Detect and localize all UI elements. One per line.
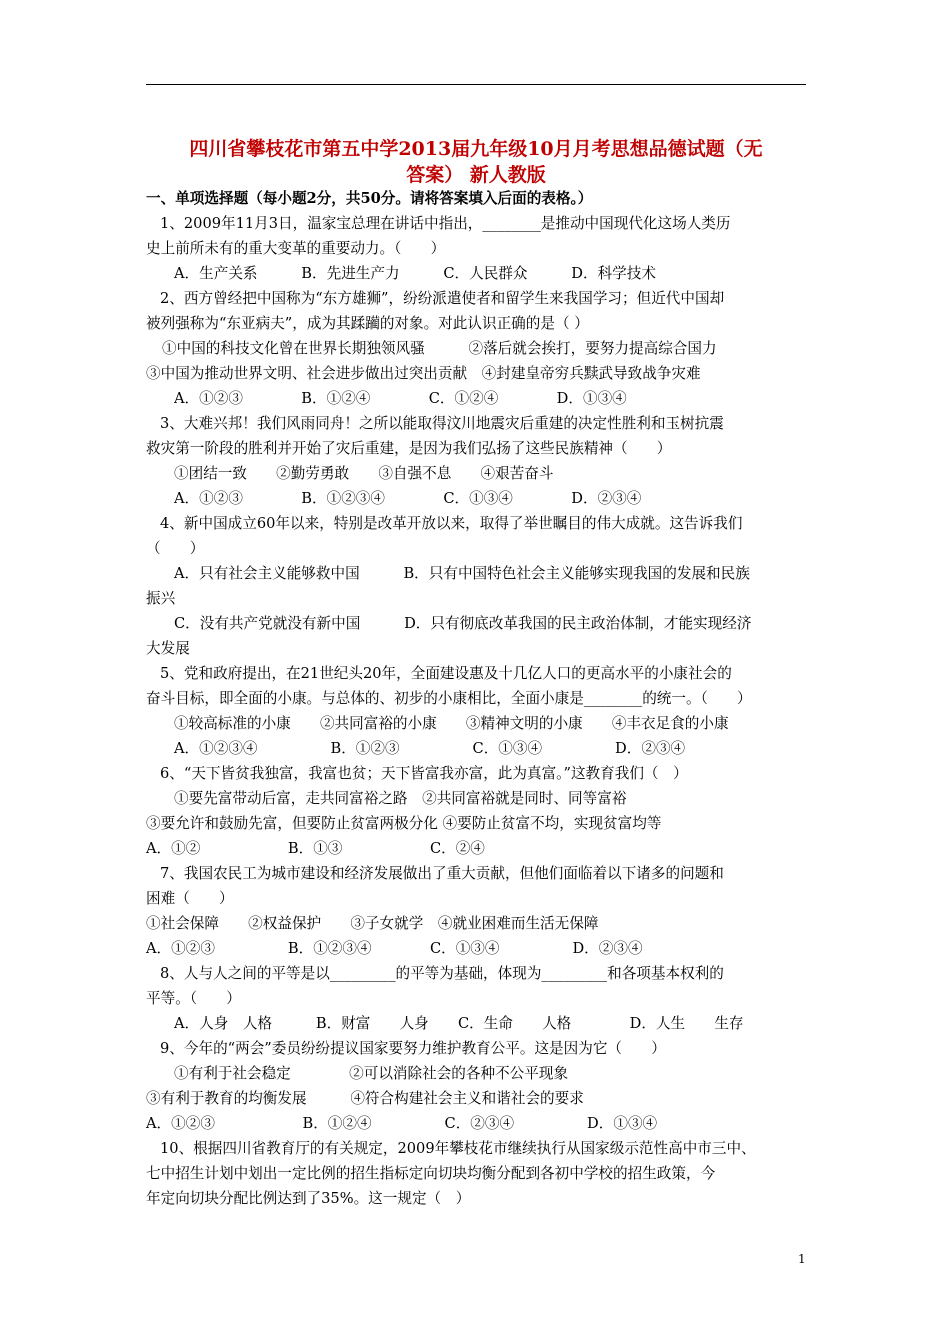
- text-line: 7、我国农民工为城市建设和经济发展做出了重大贡献，但他们面临着以下诸多的问题和: [160, 865, 724, 882]
- text-line: A．生产关系 B．先进生产力 C．人民群众 D．科学技术: [174, 265, 656, 282]
- text-line: 4、新中国成立60年以来，特别是改革开放以来，取得了举世瞩目的伟大成就。这告诉我们: [160, 515, 743, 532]
- text-line: ①较高标准的小康 ②共同富裕的小康 ③精神文明的小康 ④丰衣足食的小康: [174, 715, 729, 732]
- text-line: ①中国的科技文化曾在世界长期独领风骚 ②落后就会挨打，要努力提高综合国力: [162, 340, 717, 357]
- header-rule: [146, 84, 806, 85]
- text-line: 困难（ ）: [146, 890, 234, 907]
- text-line: ①有利于社会稳定 ②可以消除社会的各种不公平现象: [174, 1065, 569, 1082]
- text-line: 8、人与人之间的平等是以_________的平等为基础，体现为_________和各项基本权利的: [160, 965, 724, 982]
- text-line: （ ）: [146, 540, 205, 557]
- text-line: 平等。（ ）: [146, 990, 241, 1007]
- document-title-line-1: 四川省攀枝花市第五中学2013届九年级10月月考思想品德试题（无: [189, 138, 763, 160]
- text-line: A．①②③④ B．①②③ C．①③④ D．②③④: [174, 740, 686, 757]
- text-line: ①要先富带动后富，走共同富裕之路 ②共同富裕就是同时、同等富裕: [174, 790, 627, 807]
- text-line: 七中招生计划中划出一定比例的招生指标定向切块均衡分配到各初中学校的招生政策，今: [146, 1165, 716, 1182]
- text-line: 5、党和政府提出，在21世纪头20年，全面建设惠及十几亿人口的更高水平的小康社会的: [160, 665, 732, 682]
- text-line: A．①② B．①③ C．②④: [146, 840, 485, 857]
- text-line: A．①②③ B．①②④ C．②③④ D．①③④: [146, 1115, 658, 1132]
- text-line: 大发展: [146, 640, 190, 657]
- text-line: 振兴: [146, 590, 176, 607]
- text-line: ①团结一致 ②勤劳勇敢 ③自强不息 ④艰苦奋斗: [174, 465, 554, 482]
- section-heading: 一、单项选择题（每小题2分，共50分。请将答案填入后面的表格。）: [146, 190, 593, 207]
- document-title-line-2: 答案） 新人教版: [406, 164, 546, 186]
- text-line: A．①②③ B．①②④ C．①②④ D．①③④: [174, 390, 627, 407]
- text-line: ①社会保障 ②权益保护 ③子女就学 ④就业困难而生活无保障: [146, 915, 599, 932]
- text-line: 救灾第一阶段的胜利并开始了灾后重建，是因为我们弘扬了这些民族精神（ ）: [146, 440, 672, 457]
- text-line: A．人身 人格 B．财富 人身 C．生命 人格 D．人生 生存: [174, 1015, 744, 1032]
- text-line: A．①②③ B．①②③④ C．①③④ D．②③④: [174, 490, 642, 507]
- text-line: 史上前所未有的重大变革的重要动力。（ ）: [146, 240, 446, 257]
- text-line: 9、今年的“两会”委员纷纷提议国家要努力维护教育公平。这是因为它（ ）: [160, 1040, 666, 1057]
- text-line: A．只有社会主义能够救中国 B．只有中国特色社会主义能够实现我国的发展和民族: [174, 565, 750, 582]
- text-line: 奋斗目标，即全面的小康。与总体的、初步的小康相比，全面小康是________的统一。（ ）: [146, 690, 752, 707]
- text-line: C．没有共产党就没有新中国 D．只有彻底改革我国的民主政治体制，才能实现经济: [174, 615, 752, 632]
- text-line: ③中国为推动世界文明、社会进步做出过突出贡献 ④封建皇帝穷兵黩武导致战争灾难: [146, 365, 701, 382]
- text-line: 2、西方曾经把中国称为“东方雄狮”，纷纷派遣使者和留学生来我国学习；但近代中国却: [160, 290, 725, 307]
- text-line: 10、根据四川省教育厅的有关规定，2009年攀枝花市继续执行从国家级示范性高中市三中、: [160, 1140, 756, 1157]
- text-line: 被列强称为“东亚病夫”，成为其蹂躏的对象。对此认识正确的是（ ）: [146, 315, 589, 332]
- text-line: ③有利于教育的均衡发展 ④符合构建社会主义和谐社会的要求: [146, 1090, 584, 1107]
- text-line: A．①②③ B．①②③④ C．①③④ D．②③④: [146, 940, 643, 957]
- text-line: 6、“天下皆贫我独富，我富也贫；天下皆富我亦富，此为真富。”这教育我们（ ）: [160, 765, 688, 782]
- text-line: ③要允许和鼓励先富，但要防止贫富两极分化 ④要防止贫富不均，实现贫富均等: [146, 815, 662, 832]
- text-line: 3、大难兴邦！我们风雨同舟！之所以能取得汶川地震灾后重建的决定性胜利和玉树抗震: [160, 415, 724, 432]
- text-line: 1、2009年11月3日，温家宝总理在讲话中指出，________是推动中国现代化这场人类历: [160, 215, 731, 232]
- text-line: 年定向切块分配比例达到了35%。这一规定（ ）: [146, 1190, 471, 1207]
- page-number: 1: [798, 1252, 806, 1266]
